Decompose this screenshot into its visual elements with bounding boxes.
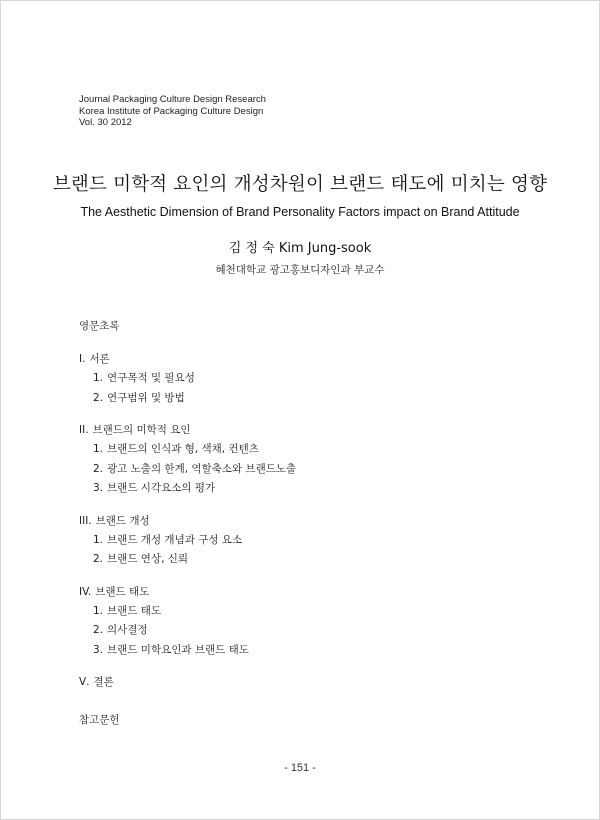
toc-section-label: 브랜드 개성 [95, 514, 150, 527]
author-name: 김 정 숙 Kim Jung-sook [228, 241, 372, 256]
toc-subsection-number: 3. [93, 482, 104, 494]
author-affiliation: 혜천대학교 광고홍보디자인과 부교수 [215, 264, 385, 276]
toc-section [79, 350, 519, 408]
toc-subsection-number: 2. [93, 462, 104, 475]
toc-section [79, 673, 519, 692]
paper-title-korean: 브랜드 미학적 요인의 개성차원이 브랜드 태도에 미치는 영향 [52, 174, 548, 195]
toc-subsection-number: 2. [93, 624, 104, 636]
toc-section-label: 브랜드 태도 [95, 585, 150, 598]
toc-section-number: Ⅴ. [79, 676, 90, 688]
toc-subsection-label: 의사결정 [107, 624, 148, 636]
toc-section [79, 421, 519, 499]
toc-section-label: 브랜드의 미학적 요인 [92, 424, 191, 436]
toc-subsection-number: 1. [93, 533, 104, 546]
journal-header [79, 94, 266, 129]
toc-section-title [79, 673, 519, 692]
toc-subsection-number: 1. [93, 604, 104, 617]
toc-subsection-label: 브랜드 시각요소의 평가 [107, 482, 216, 494]
journal-name: Journal Packaging Culture Design Research [79, 94, 266, 105]
toc-subsection-label: 광고 노출의 한계, 역할축소와 브랜드노출 [107, 462, 297, 475]
toc-section-title [79, 512, 519, 531]
toc-subsection-number: 1. [93, 372, 104, 384]
journal-institute: Korea Institute of Packaging Culture Design [79, 105, 264, 117]
table-of-contents [79, 350, 519, 705]
toc-subsection [79, 641, 519, 661]
toc-subsection-label: 브랜드의 인식과 형, 색채, 컨텐츠 [107, 443, 259, 455]
toc-section-label: 서론 [89, 353, 110, 365]
page-number: - 151 - [284, 762, 316, 774]
toc-section [79, 512, 519, 570]
toc-subsection-label: 브랜드 개성 개념과 구성 요소 [107, 533, 243, 546]
toc-subsection-label: 브랜드 태도 [107, 604, 162, 617]
toc-section-number: III. [79, 514, 92, 527]
references-heading: 참고문헌 [79, 714, 120, 726]
toc-section-number: IV. [79, 585, 92, 598]
toc-section-number: Ⅰ. [79, 353, 86, 365]
toc-subsection-label: 브랜드 연상, 신뢰 [107, 553, 189, 565]
toc-subsection [79, 389, 519, 409]
toc-subsection [79, 621, 519, 641]
toc-subsection [79, 531, 519, 551]
toc-subsection [79, 602, 519, 622]
paper-title-english: The Aesthetic Dimension of Brand Personality Factors impact on Brand Attitude [80, 205, 520, 219]
toc-subsection [79, 369, 519, 389]
toc-section-title [79, 583, 519, 602]
toc-section-title [79, 421, 519, 440]
toc-subsection [79, 550, 519, 570]
toc-subsection [79, 479, 519, 499]
toc-section [79, 583, 519, 661]
toc-subsection-number: 2. [93, 391, 104, 404]
toc-subsection [79, 440, 519, 460]
toc-section-label: 결론 [93, 676, 114, 688]
toc-subsection-label: 연구목적 및 필요성 [107, 372, 195, 384]
toc-section-title [79, 350, 519, 369]
toc-section-number: II. [79, 424, 89, 436]
toc-subsection-number: 3. [93, 643, 104, 656]
toc-subsection-number: 1. [93, 443, 104, 455]
abstract-heading: 영문초록 [79, 320, 120, 332]
toc-subsection [79, 460, 519, 480]
toc-subsection-label: 브랜드 미학요인과 브랜드 태도 [107, 643, 249, 656]
journal-volume: Vol. 30 2012 [79, 117, 132, 128]
toc-subsection-label: 연구범위 및 방법 [107, 391, 185, 404]
toc-subsection-number: 2. [93, 553, 104, 565]
